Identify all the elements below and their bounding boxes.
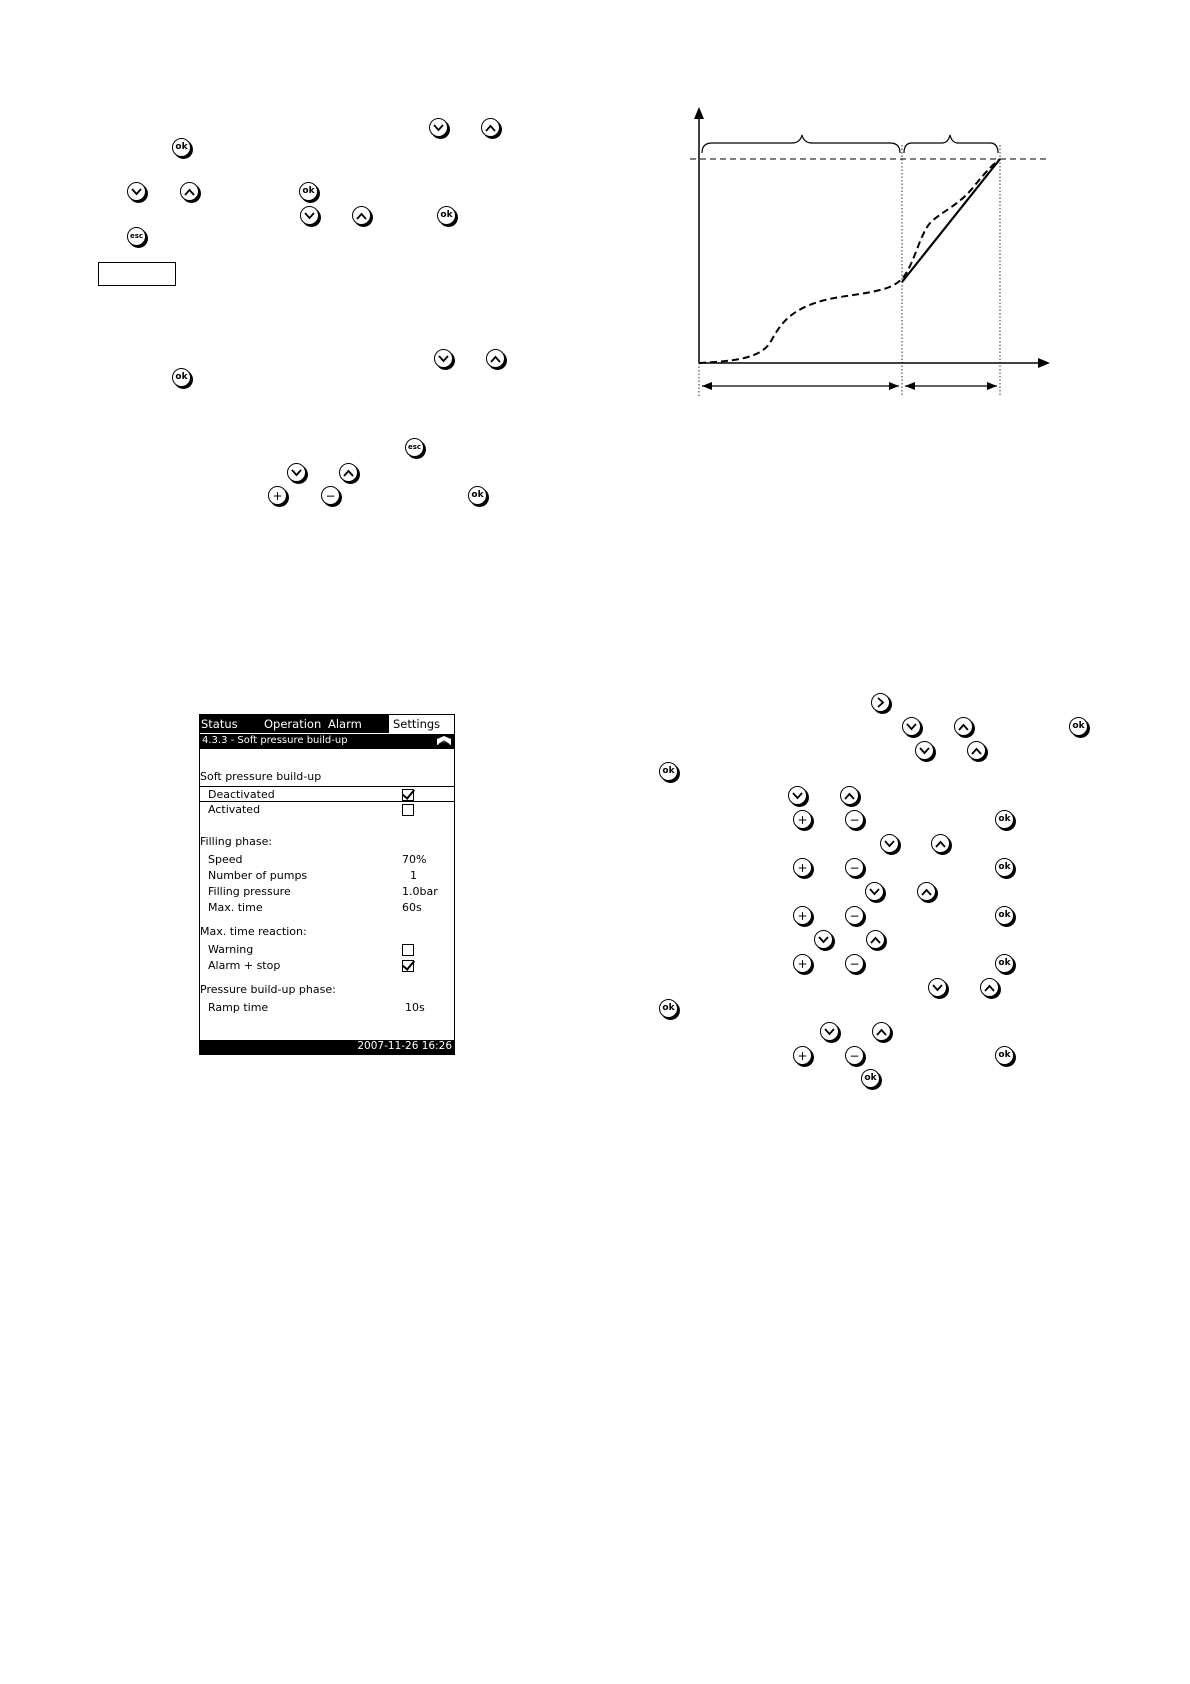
down-button-icon	[820, 1022, 839, 1041]
ok-button-icon: ok	[468, 486, 487, 505]
plus-button-icon: +	[793, 1046, 812, 1065]
tab-status[interactable]: Status	[201, 717, 238, 731]
down-button-icon	[902, 717, 921, 736]
down-button-icon	[880, 834, 899, 853]
down-button-icon	[928, 978, 947, 997]
tab-settings[interactable]: Settings	[389, 715, 454, 733]
up-button-icon	[339, 463, 358, 482]
option-deactivated[interactable]: Deactivated	[200, 786, 454, 802]
up-button-icon	[180, 182, 199, 201]
esc-button-icon: esc	[405, 438, 424, 457]
up-button-icon	[917, 882, 936, 901]
esc-button-icon: esc	[127, 227, 146, 246]
option-warning[interactable]: Warning	[200, 942, 454, 958]
down-button-icon	[300, 206, 319, 225]
section-soft-pressure: Soft pressure build-up	[200, 770, 322, 783]
buildup-phase-brace	[904, 135, 998, 153]
section-max-time-reaction: Max. time reaction:	[200, 925, 307, 938]
plus-button-icon: +	[793, 810, 812, 829]
max-time-row[interactable]: Max. time 60s	[208, 901, 422, 914]
down-button-icon	[429, 118, 448, 137]
up-button-icon	[481, 118, 500, 137]
ok-button-icon: ok	[659, 999, 678, 1018]
help-book-icon[interactable]	[436, 735, 452, 748]
plus-button-icon: +	[793, 906, 812, 925]
ramp-line	[902, 159, 1000, 282]
filling-phase-brace	[702, 135, 900, 153]
down-button-icon	[814, 930, 833, 949]
up-button-icon	[872, 1022, 891, 1041]
ramp-time-row[interactable]: Ramp time 10s	[208, 1001, 425, 1014]
speed-row[interactable]: Speed 70%	[208, 853, 427, 866]
filling-pressure-row[interactable]: Filling pressure 1.0bar	[208, 885, 438, 898]
ok-button-icon: ok	[172, 138, 191, 157]
up-button-icon	[840, 786, 859, 805]
ok-button-icon: ok	[995, 858, 1014, 877]
status-bar	[200, 1040, 454, 1054]
up-button-icon	[931, 834, 950, 853]
filling-pressure-value: 1.0bar	[402, 885, 438, 898]
empty-label-box	[98, 262, 176, 286]
minus-button-icon: −	[845, 1046, 864, 1065]
up-button-icon	[486, 349, 505, 368]
menu-path: 4.3.3 - Soft pressure build-up	[202, 735, 348, 746]
plus-button-icon: +	[793, 858, 812, 877]
ok-button-icon: ok	[172, 368, 191, 387]
minus-button-icon: −	[845, 810, 864, 829]
ok-button-icon: ok	[437, 206, 456, 225]
pumps-value: 1	[410, 869, 417, 882]
up-button-icon	[352, 206, 371, 225]
down-button-icon	[287, 463, 306, 482]
ok-button-icon: ok	[861, 1069, 880, 1088]
down-button-icon	[788, 786, 807, 805]
alarm-stop-checkbox[interactable]	[402, 960, 414, 972]
ok-button-icon: ok	[995, 810, 1014, 829]
ok-button-icon: ok	[995, 1046, 1014, 1065]
up-button-icon	[967, 741, 986, 760]
soft-pressure-buildup-screen	[199, 714, 455, 1055]
option-activated[interactable]: Activated	[200, 802, 454, 818]
number-of-pumps-row[interactable]: Number of pumps 1	[208, 869, 417, 882]
down-button-icon	[915, 741, 934, 760]
minus-button-icon: −	[321, 486, 340, 505]
minus-button-icon: −	[845, 906, 864, 925]
minus-button-icon: −	[845, 858, 864, 877]
ok-button-icon: ok	[995, 906, 1014, 925]
pressure-buildup-graph	[680, 105, 1060, 405]
down-button-icon	[865, 882, 884, 901]
right-button-icon	[871, 693, 890, 712]
up-button-icon	[954, 717, 973, 736]
option-alarm-stop[interactable]: Alarm + stop	[200, 958, 454, 974]
warning-checkbox[interactable]	[402, 944, 414, 956]
max-time-value: 60s	[402, 901, 422, 914]
minus-button-icon: −	[845, 954, 864, 973]
menu-path-bar	[200, 734, 454, 749]
up-button-icon	[980, 978, 999, 997]
y-axis-arrow	[694, 107, 704, 119]
speed-value: 70%	[402, 853, 427, 866]
ok-button-icon: ok	[299, 182, 318, 201]
up-button-icon	[866, 930, 885, 949]
date-time: 2007-11-26 16:26	[357, 1040, 452, 1052]
tab-alarm[interactable]: Alarm	[328, 717, 362, 731]
section-pressure-buildup: Pressure build-up phase:	[200, 983, 336, 996]
actual-pressure-curve	[699, 159, 1000, 363]
ramp-time-value: 10s	[405, 1001, 425, 1014]
ok-button-icon: ok	[1069, 717, 1088, 736]
activated-checkbox[interactable]	[402, 804, 414, 816]
down-button-icon	[434, 349, 453, 368]
tab-operation[interactable]: Operation	[264, 717, 322, 731]
plus-button-icon: +	[793, 954, 812, 973]
menu-tabs	[200, 715, 454, 733]
x-axis-arrow	[1038, 358, 1050, 368]
plus-button-icon: +	[268, 486, 287, 505]
down-button-icon	[127, 182, 146, 201]
section-filling-phase: Filling phase:	[200, 835, 273, 848]
deactivated-checkbox[interactable]	[402, 789, 414, 801]
ok-button-icon: ok	[995, 954, 1014, 973]
ok-button-icon: ok	[659, 762, 678, 781]
